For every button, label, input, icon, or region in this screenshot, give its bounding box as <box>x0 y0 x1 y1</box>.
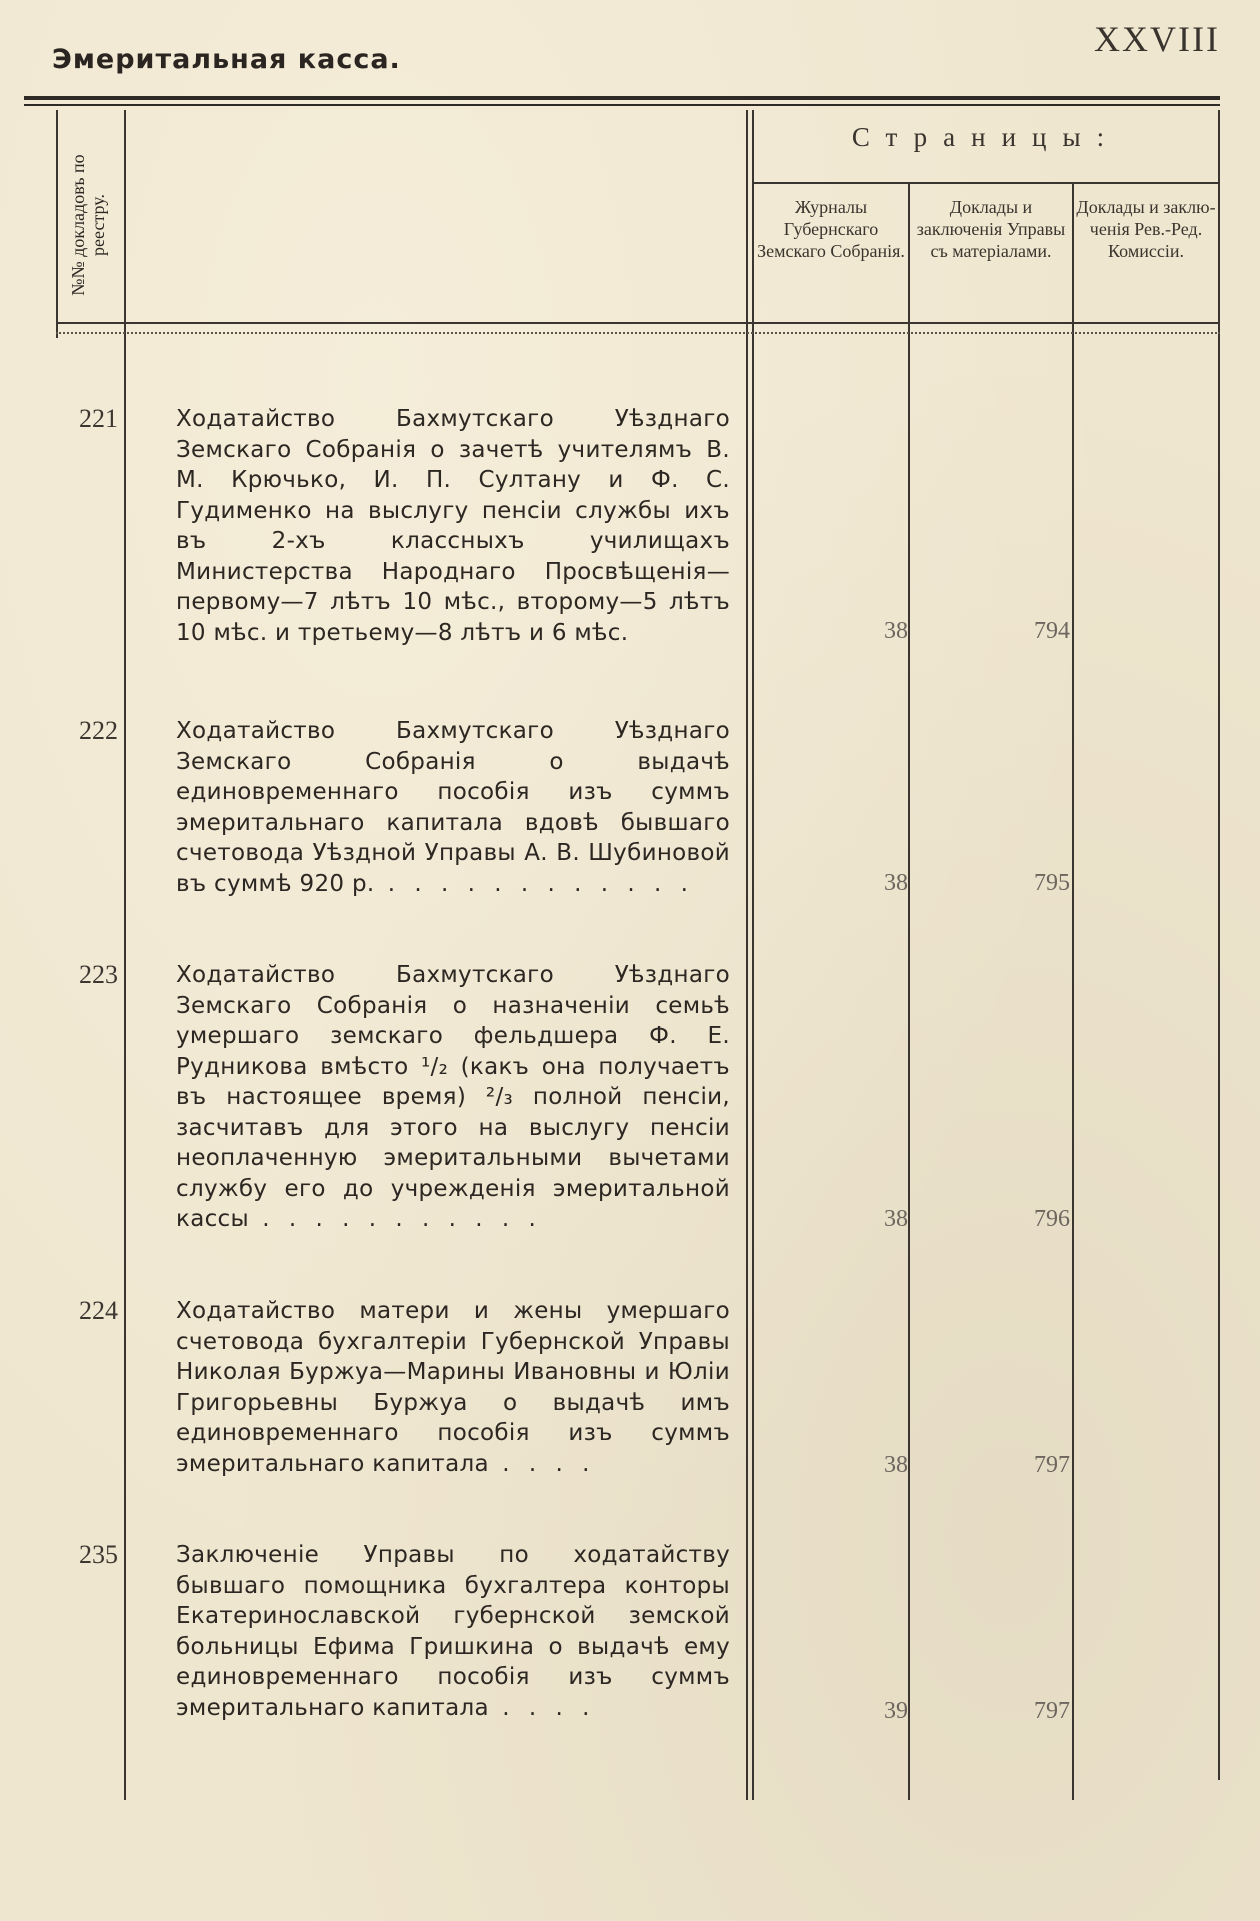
column-divider-number <box>124 110 126 1800</box>
top-rule <box>24 96 1220 100</box>
row-number: 221 <box>79 404 118 433</box>
journal-page: 38 <box>884 1452 908 1478</box>
column-divider-text-double <box>752 110 754 1800</box>
row-description <box>138 1540 730 1723</box>
table-border-right <box>1218 110 1220 1780</box>
row-description <box>138 1296 730 1479</box>
report-page: 796 <box>1034 1206 1070 1232</box>
row-description <box>138 960 730 1235</box>
report-page: 797 <box>1034 1452 1070 1478</box>
column-header-number-label: №№ докладовъ по реестру. <box>68 154 108 296</box>
report-page: 797 <box>1034 1698 1070 1724</box>
journal-page: 38 <box>884 1206 908 1232</box>
dot-leader: . . . . <box>488 1450 596 1477</box>
header-bottom-dotted-rule <box>56 332 1220 334</box>
report-page: 795 <box>1034 870 1070 896</box>
row-number: 235 <box>79 1540 118 1569</box>
row-description-text: Ходатайство Бахмутскаго Уѣзднаго Земскаго Собранія о выдачѣ единовременнаго пособія изъ суммъ эмеритальнаго капитала вдовѣ бывшаго счетовода Уѣздной Управы А. В. Шубиновой въ суммѣ 920 р. <box>176 718 730 897</box>
table-border-left <box>56 110 58 338</box>
column-header-number <box>60 130 116 320</box>
dot-leader: . . . . . . . . . . . <box>248 1206 542 1232</box>
column-header-reports: Доклады и заключенія Управы съ матеріалами. <box>916 197 1066 261</box>
journal-page: 38 <box>884 618 908 644</box>
row-description-text: Ходатайство Бахмутскаго Уѣзднаго Земскаго Собранія о зачетѣ учителямъ В. М. Крючько, И. П. Султану и Ф. С. Гудименко на выслугу пенсіи службы ихъ въ 2-хъ классныхъ училищахъ Министерства Народнаго Просвѣщенія—первому—7 лѣтъ 10 мѣс., второму—5 лѣтъ 10 мѣс. и третьему—8 лѣтъ и 6 мѣс. <box>176 406 730 646</box>
row-description-text: Заключеніе Управы по ходатайству бывшаго помощника бухгалтера конторы Екатеринославской губернской земской больницы Ефима Гришкина о выдачѣ ему единовременнаго пособія изъ суммъ эмеритальнаго капитала <box>176 1542 730 1721</box>
running-title: Эмеритальная касса. <box>52 44 401 75</box>
journal-page: 38 <box>884 870 908 896</box>
column-header-commission: Доклады и заклю- ченія Рев.-Ред. Комиссіи. <box>1076 197 1216 261</box>
dot-leader: . . . . <box>488 1694 596 1721</box>
row-description <box>138 716 730 899</box>
pages-header-rule <box>752 182 1220 184</box>
header-bottom-rule <box>56 322 1220 324</box>
column-header-pages: Страницы: <box>851 122 1121 152</box>
page-number: XXVIII <box>1094 19 1220 59</box>
column-divider-journals <box>908 184 910 1800</box>
top-rule-thin <box>24 104 1220 106</box>
column-divider-text <box>746 110 748 1800</box>
journal-page: 39 <box>884 1698 908 1724</box>
dot-leader: . . . . . . . . . . . . <box>374 870 694 897</box>
column-header-journals: Журналы Губернскаго Земскаго Собранія. <box>757 197 905 261</box>
row-description <box>138 404 730 648</box>
row-number: 222 <box>79 716 118 745</box>
column-divider-reports <box>1072 184 1074 1800</box>
row-description-text: Ходатайство матери и жены умершаго счетовода бухгалтеріи Губернской Управы Николая Буржуа—Марины Ивановны и Юліи Григорьевны Буржуа о выдачѣ имъ единовременнаго пособія изъ суммъ эмеритальнаго капитала <box>176 1298 730 1477</box>
row-number: 224 <box>79 1296 118 1325</box>
report-page: 794 <box>1034 618 1070 644</box>
row-number: 223 <box>79 960 118 989</box>
row-description-text: Ходатайство Бахмутскаго Уѣзднаго Земскаго Собранія о назначеніи семьѣ умершаго земскаго фельдшера Ф. Е. Рудникова вмѣсто ¹/₂ (какъ она получаетъ въ настоящее время) ²/₃ полной пенсіи, засчитавъ для этого на выслугу пенсіи неоплаченную эмеритальными вычетами службу его до учрежденія эмеритальной кассы <box>176 962 730 1232</box>
